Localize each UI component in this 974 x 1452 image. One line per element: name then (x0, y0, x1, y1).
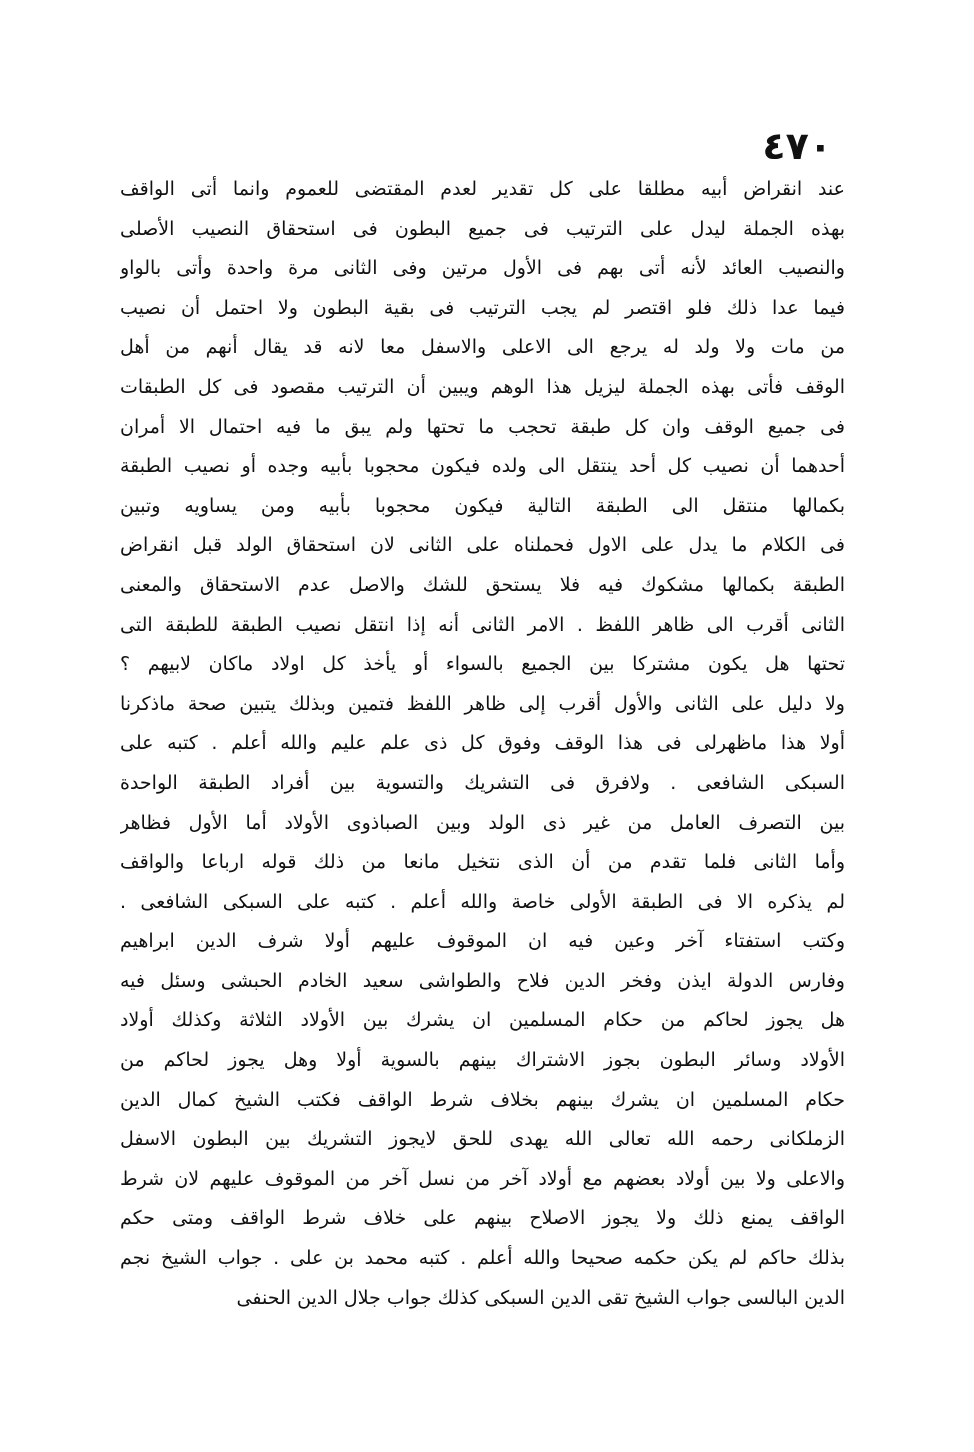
text-line-22: هل يجوز لحاكم من حكام المسلمين ان يشرك بين الأولاد الثلاثة وكذلك أولاد (120, 1009, 845, 1032)
text-line-18: وأما الثانى فلما تقدم من أن الذى نتخيل مانعا من ذلك قوله ارباعا والواقف (120, 851, 845, 874)
text-line-13: تحتها هل يكون مشتركا بين الجميع بالسواء أو يأخذ كل اولاد ماكان لابيهم ؟ (120, 653, 845, 676)
text-line-9: بكمالها منتقل الى الطبقة التالية فيكون محجوبا بأبيه ومن يساويه وتبين (120, 494, 845, 517)
text-line-25: الزملكانى رحمه الله تعالى الله يهدى للحق لايجوز التشريك بين البطون الاسفل (120, 1128, 845, 1151)
text-line-27: الواقف يمنع ذلك ولا يجوز الاصلاح بينهم على خلاف شرط الواقف ومتى حكم (120, 1207, 845, 1230)
text-line-26: والاعلى ولا بين أولاد بعضهم مع أولاد آخر من نسل آخر من الموقوف عليهم لان شرط (120, 1167, 845, 1190)
page-number: ٤٧٠ (762, 124, 832, 168)
text-line-4: فيما عدا ذلك فلو اقتصر لم يجب الترتيب فى بقية البطون ولا احتمل أن نصيب (120, 296, 845, 319)
text-line-14: ولا دليل على الثانى والأول أقرب إلى ظاهر اللفظ فتمين وبذلك يتبين صحة ماذكرنا (120, 692, 845, 715)
text-line-3: والنصيب العائد لأنه أتى بهم فى الأول مرتين وفى الثانى مرة واحدة وأتى بالواو (120, 257, 845, 280)
text-line-6: الوقف فأتى بهذه الجملة ليزيل هذا الوهم ويبين أن الترتيب مقصود فى كل الطبقات (120, 375, 845, 398)
text-line-5: من مات ولا ولد له يرجع الى الاعلى والاسفل معا لانه قد يقال أنهم من أهل (120, 336, 845, 359)
body-text (120, 170, 845, 1318)
text-line-20: وكتب استفتاء آخر وعين فيه ان الموقوف عليهم أولا شرف الدين ابراهيم (120, 930, 845, 953)
text-line-29: الدين البالسى جواب الشيخ تقى الدين السبكى كذلك جواب جلال الدين الحنفى (236, 1286, 845, 1309)
text-line-11: الطبقة بكمالها مشكوك فيه فلا يستحق للشك والاصل عدم الاستحقاق والمعنى (120, 573, 845, 596)
text-line-15: أولا هذا ماظهرلى فى هذا الوقف وفوق كل ذى علم عليم والله أعلم . كتبه على (120, 732, 845, 755)
text-line-21: وفارس الدولة ايذن وفخر الدين فلاح والطواشى سعيد الخادم الحبشى وسئل فيه (120, 969, 845, 992)
text-line-23: الأولاد وسائر البطون بجوز الاشتراك بينهم بالسوية أولا وهل يجوز لحاكم من (120, 1049, 845, 1072)
text-line-24: حكام المسلمين ان يشرك بينهم بخلاف شرط الواقف فكتب الشيخ كمال الدين (120, 1088, 845, 1111)
text-line-16: السبكى الشافعى . ولافرق فى التشريك والتسوية بين أفراد الطبقة الواحدة (120, 771, 845, 794)
text-line-28: بذلك حاكم لم يكن حكمه صحيحا والله أعلم . كتبه محمد بن على . جواب الشيخ نجم (120, 1247, 845, 1270)
text-line-12: الثانى أقرب الى ظاهر اللفظ . الامر الثانى أنه إذا انتقل نصيب الطبقة للطبقة التى (120, 613, 845, 636)
text-line-1: عند انقراض أبيه مطلقا على كل تقدير لعدم المقتضى للعموم وانما أتى الواقف (120, 178, 845, 200)
text-line-19: لم يذكره الا فى الطبقة الأولى خاصة والله أعلم . كتبه على السبكى الشافعى . (120, 890, 845, 913)
text-line-2: بهذه الجملة ليدل على الترتيب فى جميع البطون فى استحقاق النصيب الأصلى (120, 217, 845, 240)
text-line-8: أحدهما أن نصيب كل أحد ينتقل الى ولده فيكون محجوبا بأبيه وجده أو نصيب الطبقة (120, 455, 845, 478)
text-line-10: فى الكلام ما يدل على الاول فحملناه على الثانى لان استحقاق الولد قبل انقراض (120, 534, 845, 557)
text-line-17: بين التصرف العامل من غير ذى الولد وبين الصباذوى الأولاد أما الأول فظاهر (120, 811, 845, 834)
text-line-7: فى جميع الوقف وان كل طبقة تحجب ما تحتها ولم يبق ما فيه احتمال الا أمران (120, 415, 845, 438)
